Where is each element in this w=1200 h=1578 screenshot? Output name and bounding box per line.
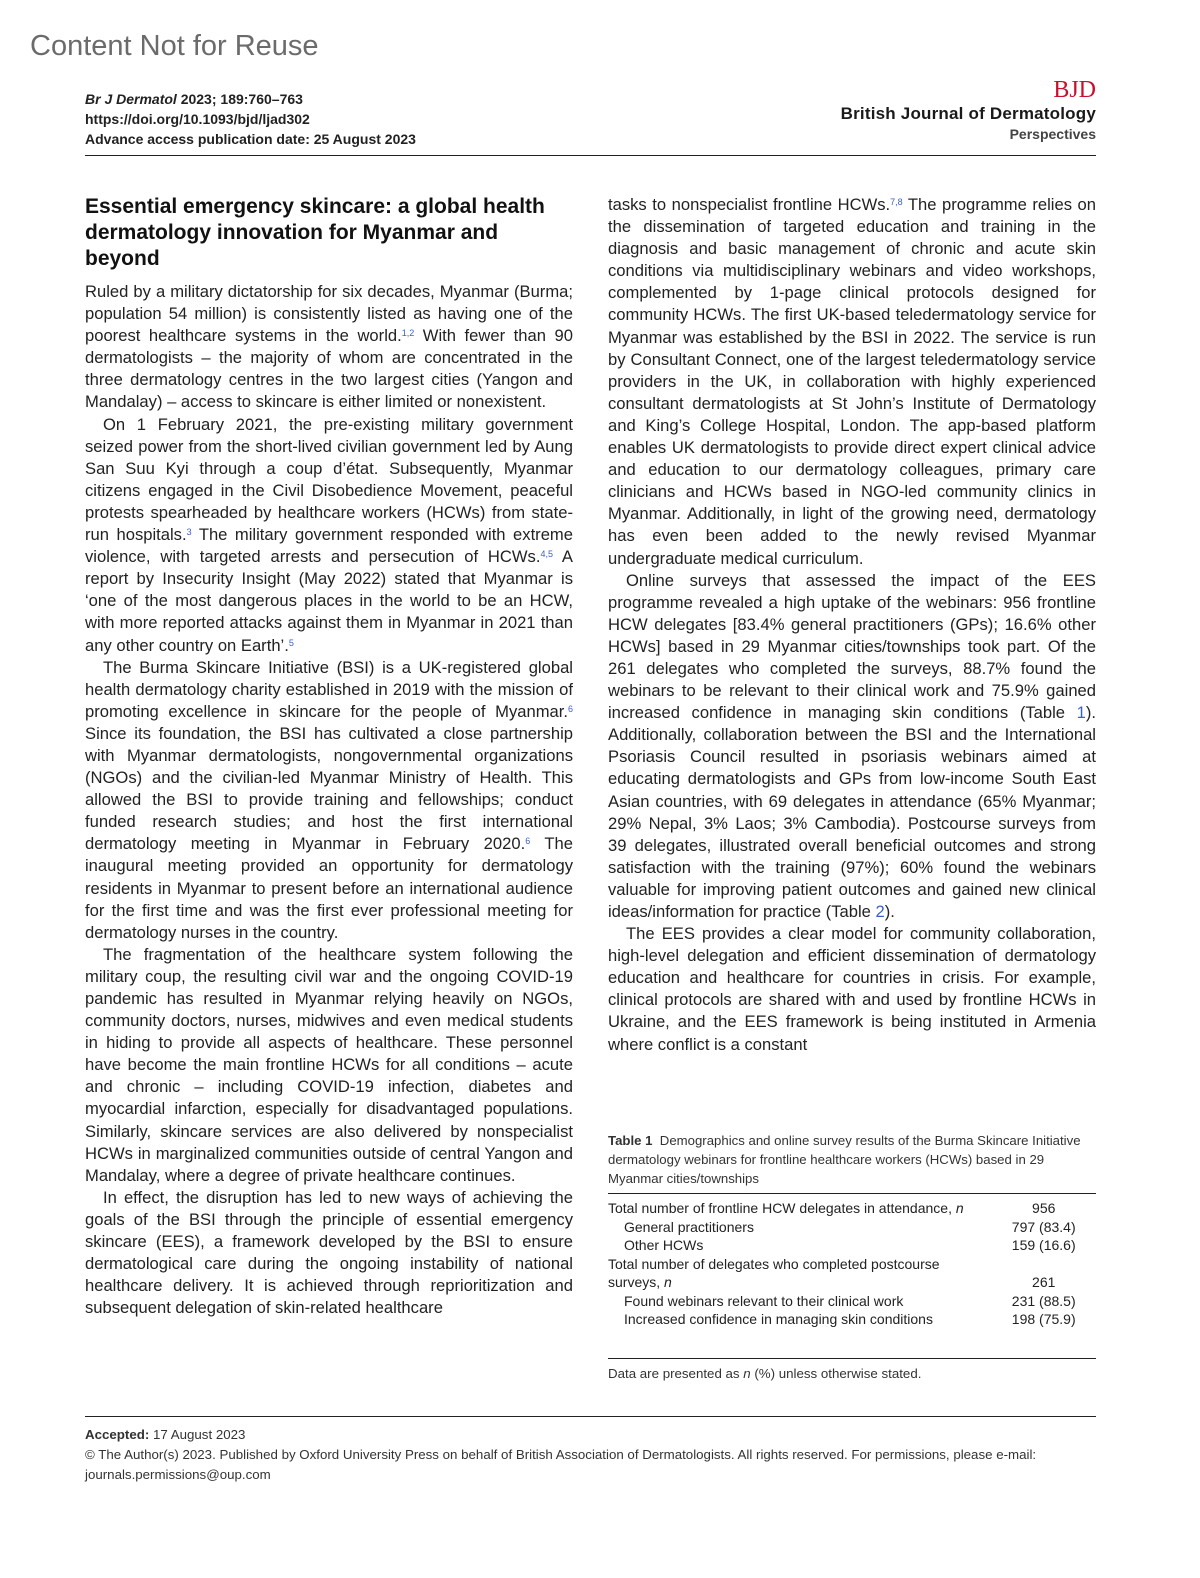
note-text: (%) unless otherwise stated. [750,1366,922,1381]
text: Online surveys that assessed the impact of the EES programme revealed a high uptake of the webinars: 956 frontline HCW delegates [83.4% general practitioners (GPs); 16.6% other HCWs] based in 29 Myanmar cities/townships took part. Of the 261 delegates who completed the surveys, 88.7% found the webinars to be relevant to their clinical work and 75.9% gained increased confidence in managing skin conditions (Table [608,570,1096,723]
article-meta [85,89,416,149]
table-caption [608,1131,1098,1188]
journal-header [841,77,1096,143]
citation-ref[interactable]: 6 [567,703,573,714]
text: tasks to nonspecialist frontline HCWs. [608,195,891,214]
label-text: Total number of frontline HCW delegates in attendance, [608,1200,956,1216]
table-row [608,1292,1096,1311]
year: 2023; [180,91,217,107]
accepted-line [85,1425,1100,1445]
paragraph-3 [85,657,573,944]
text: A report by Insecurity Insight (May 2022) stated that Myanmar is ‘one of the most dangerous places in the world to be an HCW, with more reported attacks against them in Myanmar in 2021 than any other country on Earth’. [85,547,573,655]
row-value: 956 [1032,1200,1056,1216]
volume-pages: 189:760–763 [220,91,303,107]
table-row [608,1255,1096,1292]
paragraph-1 [85,281,573,414]
row-value: 797 (83.4) [1011,1218,1076,1235]
journal-name: British Journal of Dermatology [840,104,1096,123]
paragraph-8: The EES provides a clear model for community collaboration, high-level delegation and efficient dissemination of dermatology education and healthcare for countries in crisis. For example, clinical protocols are shared with and used by frontline HCWs in Ukraine, and the EES framework is being instituted in Armenia where conflict is a constant [608,924,1096,1054]
row-value: 198 (75.9) [1011,1311,1076,1327]
row-value: 159 (16.6) [1011,1237,1076,1253]
text: ). Additionally, collaboration between the BSI and the International Psoriasis Council resulted in psoriasis webinars aimed at educating dermatologists and GPs from low-income South East Asian countries, with 69 delegates in attendance (65% Myanmar; 29% Nepal, 3% Laos; 3% Cambodia). Postcourse surveys from 39 delegates, illustrated overall beneficial outcomes and strong satisfaction with the training (97%); 60% found the webinars valuable for improving patient outcomes and gained new clinical ideas/information for practice (Table [608,703,1096,921]
text: The military government responded with extreme violence, with targeted arrests and persecution of HCWs. [85,525,573,567]
row-label: General practitioners [624,1218,754,1235]
paragraph-6 [608,194,1096,570]
citation-ref[interactable]: 1,2 [401,328,415,339]
table-1 [608,1199,1096,1329]
table-row [608,1218,1096,1237]
row-label [608,1199,991,1218]
doi-link[interactable]: https://doi.org/10.1093/bjd/ljad302 [85,111,310,127]
paragraph-4: The fragmentation of the healthcare system following the military coup, the resulting civil war and the ongoing COVID-19 pandemic has resulted in Myanmar relying heavily on NGOs, community doctors, nurses, midwives and even medical students in hiding to provide all aspects of healthcare. These personnel have become the main frontline HCWs for all conditions – acute and chronic – including COVID-19 infection, diabetes and myocardial infarction, especially for disadvantaged populations. Similarly, skincare services are also delivered by nonspecialist HCWs in marginalized communities outside of central Yangon and Mandalay, where a degree of private healthcare continues. [85,944,573,1185]
note-italic: n [743,1366,751,1381]
paragraph-7 [608,570,1096,924]
citation-ref[interactable]: 7,8 [890,197,903,207]
table-row [608,1199,1096,1218]
label-text: Total number of delegates who completed postcourse surveys, [608,1255,940,1290]
text: The inaugural meeting provided an opportunity for dermatology residents in Myanmar to present before an international audience for the first time and was the first ever professional meeting for dermatology nurses in the country. [85,834,574,942]
citation-ref[interactable]: 6 [525,836,531,847]
left-column [85,194,573,1319]
table-row [608,1310,1096,1329]
row-label: Increased confidence in managing skin conditions [624,1311,933,1327]
row-label: Found webinars relevant to their clinical work [624,1292,904,1309]
text: The Burma Skincare Initiative (BSI) is a UK-registered global health dermatology charity established in 2019 with the mission of promoting excellence in skincare for the people of Myanmar. [85,657,573,721]
table-bottom-rule [608,1358,1096,1359]
paragraph-5: In effect, the disruption has led to new ways of achieving the goals of the BSI through the principle of essential emergency skincare (EES), a framework developed by the BSI to ensure dermatological care during the ongoing instability of national healthcare delivery. It is achieved through reprioritization and subsequent delegation of skin-related healthcare [85,1187,573,1318]
table-ref[interactable]: 1 [1076,703,1086,723]
row-value: 261 [1032,1274,1056,1290]
text: Ruled by a military dictatorship for six decades, Myanmar (Burma; population 54 million) is consistently listed as having one of the poorest healthcare systems in the world. [85,282,573,346]
table-ref[interactable]: 2 [875,902,885,921]
journal-logo: BJD [1053,77,1096,103]
text: The programme relies on the dissemination of targeted education and training in the diagnosis and basic management of chronic and acute skin conditions via multidisciplinary webinars and video workshops, complemented by 1-page clinical protocols designed for community HCWs. The first UK-based teledermatology service for Myanmar was established by the BSI in 2022. The service is run by Consultant Connect, one of the largest teledermatology service providers in the UK, in collaboration with highly experienced consultant dermatologists at St John’s Institute of Dermatology and King’s College Hospital, London. The app-based platform enables UK dermatologists to provide direct expert clinical advice and education to our dermatology colleagues, primary care clinicians and HCWs based in NGO-led community clinics in Myanmar. Additionally, in light of the growing need, dermatology has even been added to the newly revised Myanmar undergraduate medical curriculum. [608,195,1096,568]
copyright: © The Author(s) 2023. Published by Oxford University Press on behalf of British Association of Dermatologists. All rights reserved. For permissions, please e-mail: journals.permissions@oup.com [85,1447,1037,1482]
row-value: 231 (88.5) [1011,1292,1076,1309]
label-italic: n [955,1200,964,1216]
text: On 1 February 2021, the pre-existing military government seized power from the short-lived civilian government led by Aung San Suu Kyi through a coup d’état. Subsequently, Myanmar citizens engaged in the Civil Disobedience Movement, peaceful protests spearheaded by healthcare workers (HCWs) from state-run hospitals. [85,414,573,545]
caption-text: Demographics and online survey results of the Burma Skincare Initiative dermatology webinars for frontline healthcare workers (HCWs) based in 29 Myanmar cities/townships [608,1133,1081,1186]
table-row [608,1236,1096,1255]
accepted-date: 17 August 2023 [149,1427,246,1442]
text: Since its foundation, the BSI has cultivated a close partnership with Myanmar dermatologists, nongovernmental organizations (NGOs) and the civilian-led Myanmar Ministry of Health. This allowed the BSI to provide training and fellowships; conduct funded research studies; and host the first international dermatology meeting in Myanmar in February 2020. [85,723,573,854]
text: With fewer than 90 dermatologists – the majority of whom are concentrated in the three dermatology centres in the two largest cities (Yangon and Mandalay) – access to skincare is either limited or nonexistent. [85,326,573,412]
label-italic: n [664,1274,672,1290]
watermark: Content Not for Reuse [30,30,319,62]
note-text: Data are presented as [608,1366,744,1381]
citation [85,89,416,109]
footer-rule [85,1416,1096,1417]
journal-abbr: Br J Dermatol [85,91,177,107]
footer [85,1425,1100,1485]
right-column [608,194,1096,1056]
article-title: Essential emergency skincare: a global health dermatology innovation for Myanmar and beyond [85,195,545,270]
text: ). [884,902,895,921]
row-label: Other HCWs [624,1237,704,1253]
table-label: Table 1 [608,1133,653,1148]
table-top-rule [608,1193,1096,1194]
citation-ref[interactable]: 3 [186,527,192,538]
access-date: Advance access publication date: 25 August 2023 [85,131,416,147]
header-rule [85,155,1096,156]
citation-ref[interactable]: 5 [288,637,294,648]
citation-ref[interactable]: 4,5 [540,549,553,560]
paragraph-2 [85,414,573,657]
journal-section: Perspectives [1009,126,1096,142]
row-label [608,1255,991,1292]
table-note [608,1366,921,1381]
accepted-label: Accepted: [85,1427,150,1442]
